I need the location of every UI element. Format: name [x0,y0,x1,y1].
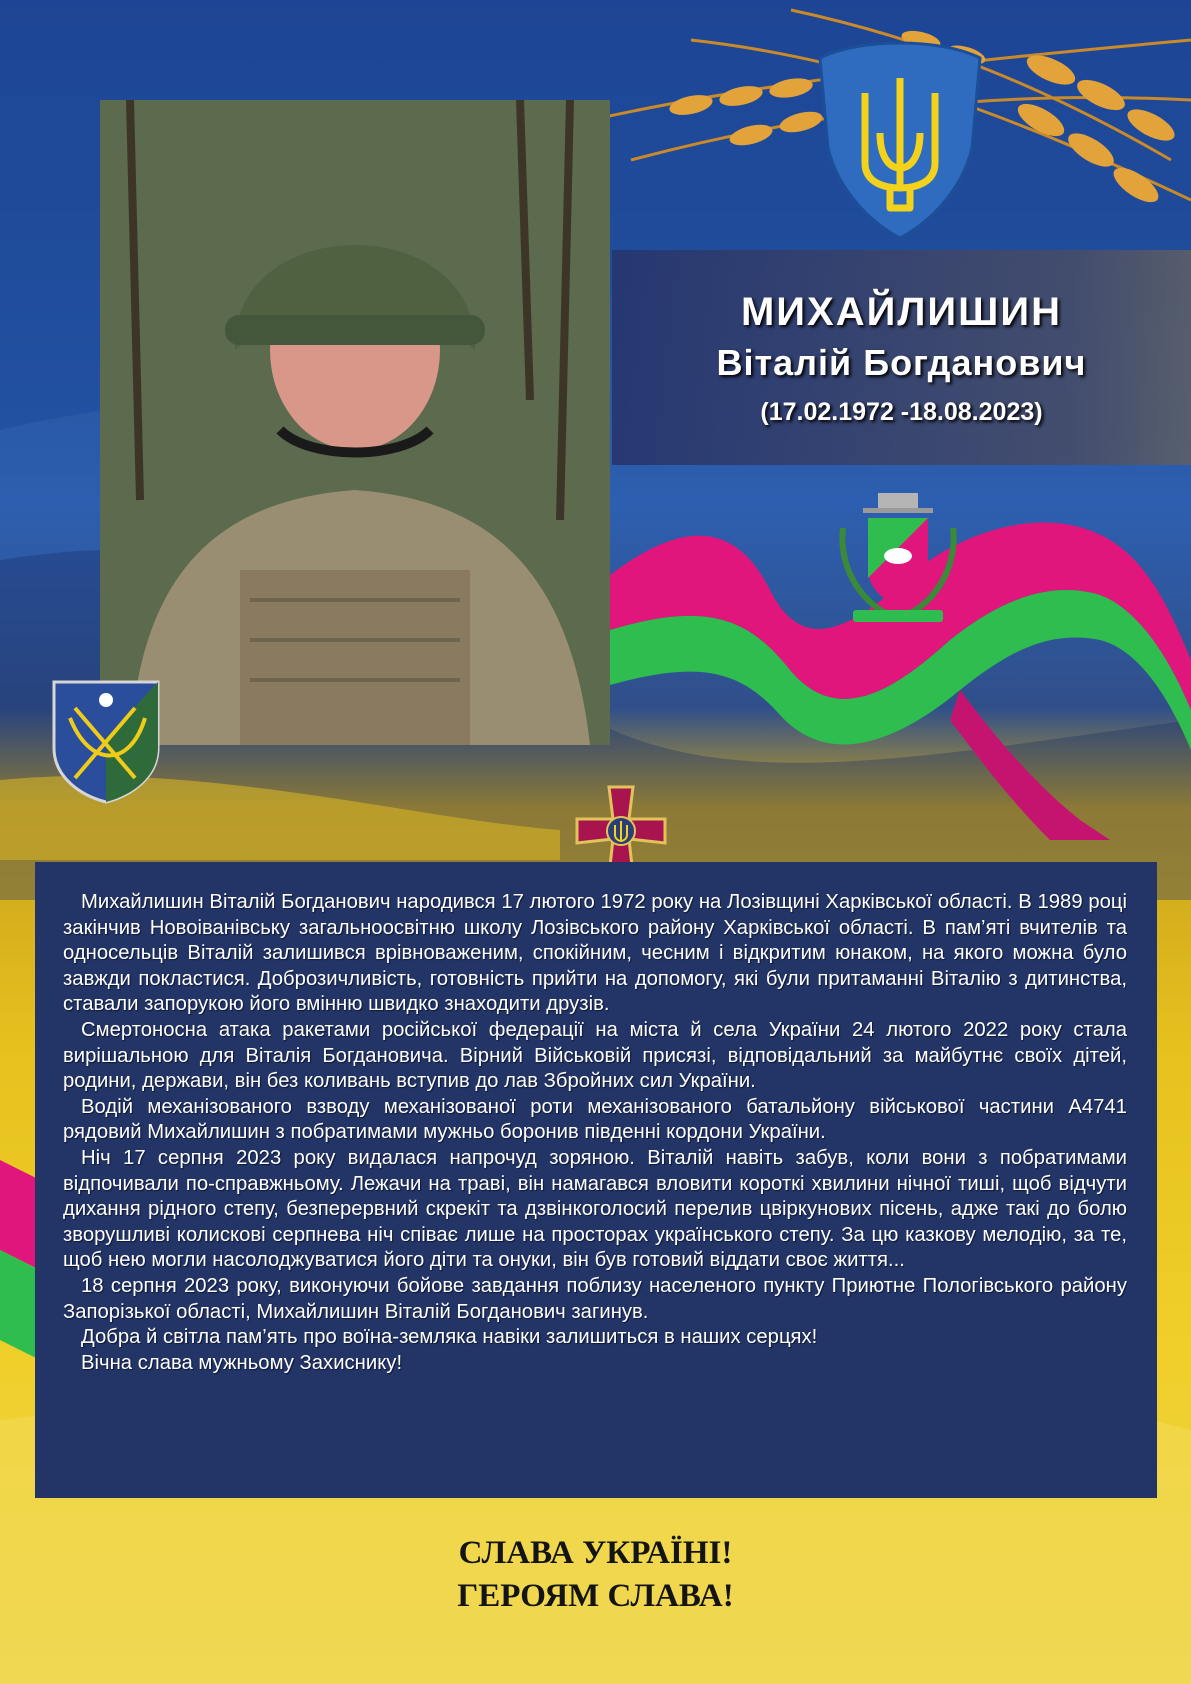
city-coat-of-arms-icon [833,488,963,628]
name-header-panel [612,250,1191,465]
bio-paragraph: Добра й світла пам’ять про воїна-земляка навіки залишиться в наших серцях! [81,1326,818,1349]
unit-bow-arrows-icon [50,678,162,804]
life-dates: (17.02.1972 -18.08.2023) [760,398,1043,426]
biography-panel [35,862,1157,1498]
slogan-glory-heroes: ГЕРОЯМ СЛАВА! [457,1578,734,1614]
tryzub-shield-icon [800,38,1000,243]
bio-paragraph: Ніч 17 серпня 2023 року видалася напрочуд зоряною. Віталій навіть забув, коли вони з побратимами відпочивали по-справжньому. Лежачи на траві, він намагався вловити короткі хвилини нічної тиші, щоб відчути дихання рідного степу, безперервний скрекіт та дзвінкоголосий перелив цвіркунових пісень, адже такі до болю зворушливі колискові серпнева ніч співає лише на просторах українського степу. За цю казкову мелодію, за те, щоб нею могли насолоджуватися його діти та онуки, він був готовий віддати своє життя... [63,1146,1127,1272]
bio-paragraph: Смертоносна атака ракетами російської федерації на міста й села України 24 лютого 2022 року стала вирішальною для Віталія Богдановича. Вірний Військовій присязі, відповідальний за майбутнє своїх дітей, родини, держави, він без коливань вступив до лав Збройних сил України. [63,1018,1127,1093]
bio-paragraph: Михайлишин Віталій Богданович народився 17 лютого 1972 року на Лозівщині Харківської області. В 1989 році закінчив Новоіванівську загальноосвітню школу Лозівського району Харківської області. В пам’яті вчителів та односельців Віталій залишився врівноваженим, спокійним, чесним і відкритим юнаком, на якого можна було завжди покластися. Доброзичливість, готовність прийти на допомогу, які були притаманні Віталію з дитинства, ставали запорукою його вмінню швидко знаходити друзів. [63,891,1127,1016]
slogan-glory-ukraine: СЛАВА УКРАЇНІ! [458,1535,733,1571]
bio-paragraph: Водій механізованого взводу механізованої роти механізованого батальйону військової частини А4741 рядовий Михайлишин з побратимами мужньо боронив південні кордони України. [63,1095,1127,1144]
portrait-photo [100,100,610,745]
left-ribbon-decoration [0,1160,40,1370]
bio-paragraph: Вічна слава мужньому Захиснику! [81,1351,403,1374]
surname-title: МИХАЙЛИШИН [740,290,1063,334]
bio-paragraph: 18 серпня 2023 року, виконуючи бойове завдання поблизу населеного пункту Приютне Пологівського району Запорізької області, Михайлишин Віталій Богданович загинув. [63,1274,1127,1323]
given-names-title: Віталій Богданович [716,342,1087,383]
